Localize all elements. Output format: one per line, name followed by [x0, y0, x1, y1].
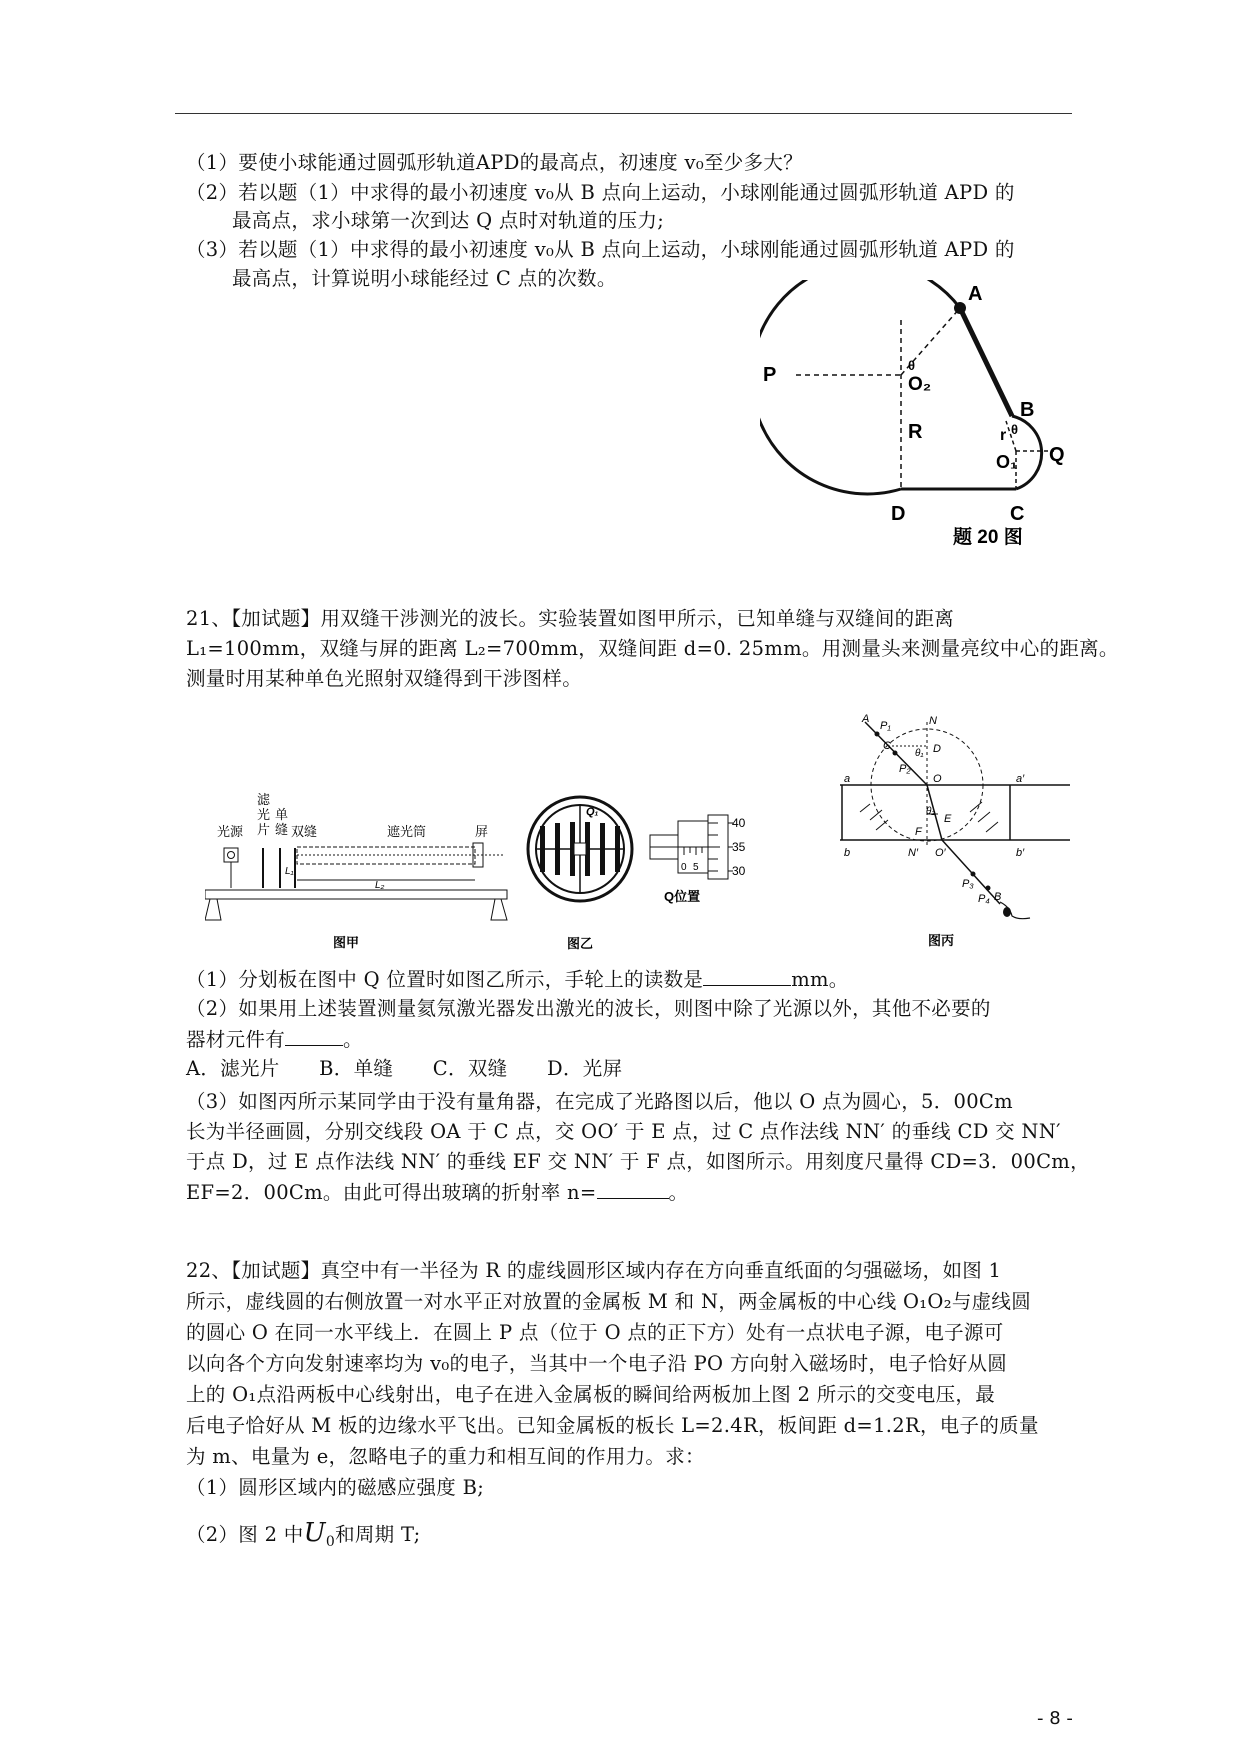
label-tube: 遮光筒	[387, 824, 427, 839]
q22-line-6: 后电子恰好从 M 板的边缘水平飞出。已知金属板的板长 L=2.4R，板间距 d=1.2R，电子的质量	[186, 1414, 1039, 1437]
label-filter-2: 光	[257, 807, 271, 822]
q21-sub3-end: 。	[668, 1181, 689, 1204]
q21-intro-1: 21、【加试题】用双缝干涉测光的波长。实验装置如图甲所示，已知单缝与双缝间的距离	[186, 607, 955, 630]
label-single-1: 单	[275, 807, 289, 822]
label-P: P	[763, 364, 777, 386]
label-D: D	[891, 503, 906, 525]
label-D: D	[933, 743, 941, 755]
label-theta-top: θ	[908, 358, 916, 373]
label-Q: Q	[1049, 444, 1065, 466]
label-P1: P₁	[880, 720, 891, 732]
label-A: A	[862, 713, 870, 725]
q22-sub2	[186, 1520, 420, 1555]
label-A: A	[968, 283, 983, 305]
fig-bing	[840, 712, 1075, 957]
label-P4: P₄	[978, 893, 990, 905]
q21-sub3-line2: 长为半径画圆，分别交线段 OA 于 C 点，交 OO′ 于 E 点，过 C 点作法线 NN′ 的垂线 CD 交 NN′	[186, 1120, 1061, 1143]
label-P2: P₂	[899, 763, 911, 775]
tick-30: 30	[732, 864, 746, 878]
q21-options: A．滤光片 B．单缝 C．双缝 D．光屏	[186, 1057, 623, 1080]
q20-figure-caption: 题 20 图	[953, 527, 1023, 548]
q22-sub1: （1）圆形区域内的磁感应强度 B;	[186, 1476, 485, 1499]
label-L2: L₂	[375, 880, 385, 891]
q20-item-2-cont: 最高点，求小球第一次到达 Q 点时对轨道的压力;	[232, 209, 665, 232]
page-number: - 8 -	[1037, 1708, 1073, 1729]
label-O-prime: O′	[935, 847, 946, 859]
label-B: B	[1020, 399, 1035, 421]
q22-line-3: 的圆心 O 在同一水平线上．在圆上 P 点（位于 O 点的正下方）处有一点状电子源，电子源可	[186, 1321, 1004, 1344]
q22-line-1: 22、【加试题】真空中有一半径为 R 的虚线圆形区域内存在方向垂直纸面的匀强磁场，如图 1	[186, 1259, 1002, 1282]
q21-sub3-line1: （3）如图丙所示某同学由于没有量角器，在完成了光路图以后，他以 O 点为圆心，5．00Cm	[186, 1090, 1013, 1113]
symbol-U: U	[303, 1518, 326, 1548]
answer-blank-1[interactable]	[703, 966, 791, 986]
label-C: C	[1010, 503, 1025, 525]
q22-line-2: 所示，虚线圆的右侧放置一对水平正对放置的金属板 M 和 N，两金属板的中心线 O₁O₂与虚线圆	[186, 1290, 1032, 1313]
q21-sub3-line3: 于点 D，过 E 点作法线 NN′ 的垂线 EF 交 NN′ 于 F 点，如图所示。用刻度尺量得 CD=3．00Cm，	[186, 1150, 1090, 1173]
q22-line-7: 为 m、电量为 e，忽略电子的重力和相互间的作用力。求：	[186, 1445, 705, 1468]
label-single-2: 缝	[275, 822, 289, 837]
label-Q-position: Q位置	[664, 889, 701, 904]
label-C: C	[883, 740, 891, 752]
answer-blank-3[interactable]	[597, 1179, 669, 1199]
label-double: 双缝	[291, 824, 318, 839]
q21-sub2: （2）如果用上述装置测量氦氖激光器发出激光的波长，则图中除了光源以外，其他不必要的	[186, 997, 991, 1020]
label-R: R	[908, 421, 923, 443]
q21-intro-2: L₁=100mm，双缝与屏的距离 L₂=700mm，双缝间距 d=0. 25mm。用测量头来测量亮纹中心的距离。	[186, 637, 1119, 660]
q20-item-1: （1）要使小球能通过圆弧形轨道APD的最高点，初速度 v₀至少多大？	[186, 151, 803, 174]
label-r: r	[1000, 427, 1007, 444]
q22-line-4: 以向各个方向发射速率均为 v₀的电子，当其中一个电子沿 PO 方向射入磁场时，电子恰好从圆	[186, 1352, 1008, 1375]
q20-item-2: （2）若以题（1）中求得的最小初速度 v₀从 B 点向上运动，小球刚能通过圆弧形轨道 APD 的	[186, 181, 1015, 204]
label-filter-1: 滤	[257, 792, 271, 807]
q21-sub3-line4	[186, 1179, 688, 1206]
q22-line-5: 上的 O₁点沿两板中心线射出，电子在进入金属板的瞬间给两板加上图 2 所示的交变电压，最	[186, 1383, 996, 1406]
label-P3: P₃	[962, 878, 974, 890]
fig-jia	[205, 790, 525, 955]
label-N-prime: N′	[908, 847, 919, 859]
label-O: O	[933, 773, 942, 785]
main-scale-5: 5	[693, 862, 699, 873]
q21-sub2-end: 。	[343, 1028, 363, 1051]
tick-35: 35	[732, 840, 746, 854]
label-E: E	[944, 813, 952, 825]
label-theta: θ	[1011, 422, 1019, 437]
label-theta2: θ₂	[926, 806, 936, 817]
q21-sub3-text: EF=2．00Cm。由此可得出玻璃的折射率 n=	[186, 1181, 597, 1204]
tick-40: 40	[732, 816, 746, 830]
q21-sub2-text: 器材元件有	[186, 1028, 286, 1051]
label-O1: O₁	[996, 452, 1018, 472]
fig-bing-caption: 图丙	[928, 933, 955, 948]
q21-sub1-text: （1）分划板在图中 Q 位置时如图乙所示，手轮上的读数是	[186, 968, 704, 991]
q20-item-3-cont: 最高点，计算说明小球能经过 C 点的次数。	[232, 267, 617, 290]
q22-sub2-text: （2）图 2 中	[186, 1523, 304, 1546]
q21-sub1	[186, 966, 849, 993]
header-rule	[175, 113, 1072, 114]
label-theta1: θ₁	[915, 748, 924, 759]
fig-jia-caption: 图甲	[333, 935, 360, 950]
q21-sub2-cont	[186, 1026, 363, 1053]
label-N: N	[929, 715, 937, 727]
label-F: F	[915, 826, 922, 838]
label-a: a	[844, 773, 851, 785]
track-ab	[960, 308, 1012, 416]
label-filter-3: 片	[257, 822, 271, 837]
label-screen: 屏	[475, 824, 489, 839]
q20-figure	[760, 280, 1160, 560]
label-a-prime: a′	[1016, 773, 1025, 785]
label-L1: L₁	[285, 866, 294, 877]
label-O2: O₂	[908, 374, 932, 395]
label-b: b	[844, 847, 851, 859]
q21-sub1-unit: mm。	[791, 968, 849, 991]
label-Q1: Q₁	[586, 806, 599, 818]
label-b-prime: b′	[1016, 847, 1025, 859]
fig-yi-caption: 图乙	[567, 936, 594, 951]
main-scale-0: 0	[681, 862, 687, 873]
symbol-U-subscript: 0	[325, 1533, 336, 1550]
label-source: 光源	[217, 824, 244, 839]
answer-blank-2[interactable]	[285, 1026, 343, 1046]
q22-sub2-end: 和周期 T;	[335, 1523, 421, 1546]
q20-item-3: （3）若以题（1）中求得的最小初速度 v₀从 B 点向上运动，小球刚能通过圆弧形轨道 APD 的	[186, 238, 1015, 261]
q21-intro-3: 测量时用某种单色光照射双缝得到干涉图样。	[186, 667, 583, 690]
label-B: B	[994, 891, 1002, 903]
fig-yi	[522, 793, 762, 953]
